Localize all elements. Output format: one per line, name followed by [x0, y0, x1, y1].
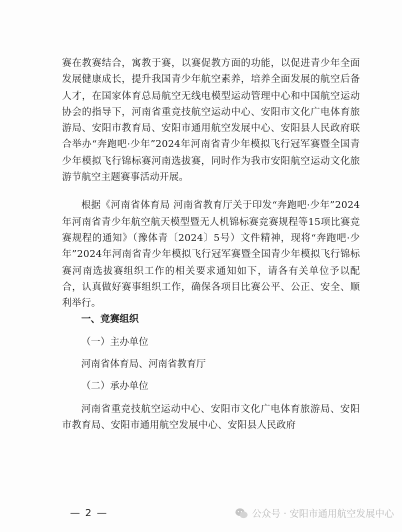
sub-heading-host: （二）承办单位 [81, 381, 149, 393]
notice-paragraph: 根据《河南省体育局 河南省教育厅关于印发“奔跑吧·少年”2024年河南省青少年航空航天模型暨无人机锦标赛竞赛规程等15项比赛竞赛规程的通知》（豫体青〔2024〕5号）文件精神，现将“奔跑吧·少年”2024年河南省青少年模拟飞行冠军赛暨全国青少年模拟飞行锦标赛河南选拔赛组织工作的相关要求通知如下，请各有关单位予以配合，认真做好赛事组织工作，确保各项目比赛公平、公正、安全、顺利举行。 [62, 200, 360, 310]
sub-heading-organizer: （一）主办单位 [81, 336, 149, 348]
wechat-icon [235, 508, 248, 519]
section-heading: 一、竞赛组织 [81, 314, 139, 326]
watermark-text: 公众号 · 安阳市通用航空发展中心 [251, 509, 394, 520]
page-number: — 2 — [70, 508, 108, 519]
organizer-list: 河南省体育局、河南省教育厅 [81, 359, 206, 371]
intro-paragraph: 赛在教赛结合，寓教于赛，以赛促教方面的功能，以促进青少年全面发展健康成长，提升我国青少年航空素养，培养全面发展的航空后备人才，在国家体育总局航空无线电模型运动管理中心和中国航空运动协会的指导下，河南省重竞技航空运动中心、安阳市文化广电体育旅游局、安阳市教育局、安阳市通用航空发展中心、安阳县人民政府联合举办“奔跑吧·少年”2024年河南省青少年模拟飞行冠军赛暨全国青少年模拟飞行锦标赛河南选拔赛，同时作为我市安阳航空运动文化旅游节航空主题赛事活动开展。 [62, 58, 360, 184]
watermark [235, 506, 394, 520]
host-list: 河南省重竞技航空运动中心、安阳市文化广电体育旅游局、安阳市教育局、安阳市通用航空发展中心、安阳县人民政府 [62, 403, 360, 431]
document-body [62, 56, 360, 434]
